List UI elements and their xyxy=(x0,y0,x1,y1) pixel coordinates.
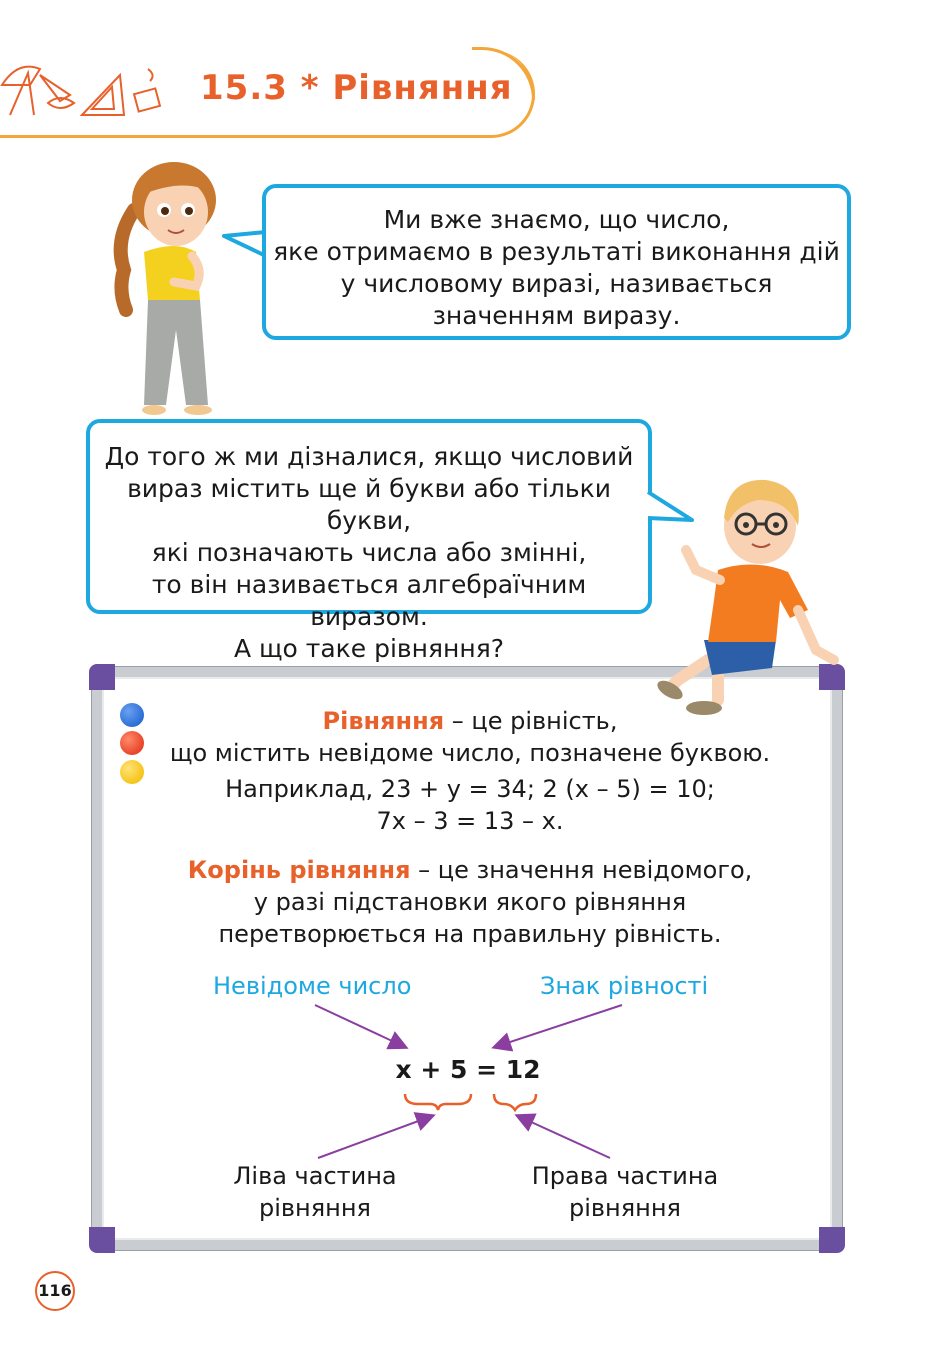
school-supplies-icon xyxy=(0,55,170,125)
right-part-line: рівняння xyxy=(569,1194,681,1222)
left-part-line: рівняння xyxy=(259,1194,371,1222)
example-block xyxy=(120,773,820,837)
right-part-line: Права частина xyxy=(531,1162,719,1190)
speech-bubble-boy xyxy=(86,419,652,663)
bubble-line: До того ж ми дізналися, якщо числовий xyxy=(104,442,634,471)
boy-illustration xyxy=(648,470,848,720)
bubble-line: А що таке рівняння? xyxy=(233,634,505,663)
bubble-line: у числовому виразі, називається xyxy=(340,269,773,298)
board-corner xyxy=(89,664,115,690)
bubble-line: то він називається алгебраїчним виразом. xyxy=(151,570,587,631)
bubble-line: Ми вже знаємо, що число, xyxy=(383,205,730,234)
definition-rest: – це рівність, xyxy=(444,707,618,735)
bubble-line: яке отримаємо в результаті виконання дій xyxy=(273,237,840,266)
definition-line xyxy=(120,705,820,737)
example-line: 7х – 3 = 13 – х. xyxy=(376,807,564,835)
left-part-line: Ліва частина xyxy=(233,1162,397,1190)
equals-sign-label: Знак рівності xyxy=(540,972,709,1000)
bubble-line: вираз містить ще й букви або тільки букви, xyxy=(127,474,611,535)
term-root: Корінь рівняння xyxy=(187,856,411,884)
bubble-line: які позначають числа або змінні, xyxy=(151,538,587,567)
example-line: Наприклад, 23 + у = 34; 2 (х – 5) = 10; xyxy=(225,775,715,803)
girl-illustration xyxy=(104,160,224,420)
definition-line xyxy=(120,854,820,886)
equation: х + 5 = 12 xyxy=(395,1055,541,1084)
unknown-number-label: Невідоме число xyxy=(213,972,412,1000)
definition-root xyxy=(120,854,820,950)
speech-bubble-girl xyxy=(262,184,851,340)
section-title: 15.3 * Рівняння xyxy=(200,68,513,108)
definition-line: у разі підстановки якого рівняння xyxy=(253,888,687,916)
bubble-line: значенням виразу. xyxy=(432,301,681,330)
definition-line: що містить невідоме число, позначене буквою. xyxy=(169,739,771,767)
right-part-label xyxy=(520,1160,730,1224)
definition-equation xyxy=(120,705,820,769)
board-corner xyxy=(89,1227,115,1253)
board-corner xyxy=(819,1227,845,1253)
term-equation: Рівняння xyxy=(322,707,445,735)
definition-rest: – це значення невідомого, xyxy=(410,856,753,884)
page-number: 116 xyxy=(35,1271,75,1311)
left-part-label xyxy=(215,1160,415,1224)
definition-line: перетворюється на правильну рівність. xyxy=(218,920,722,948)
